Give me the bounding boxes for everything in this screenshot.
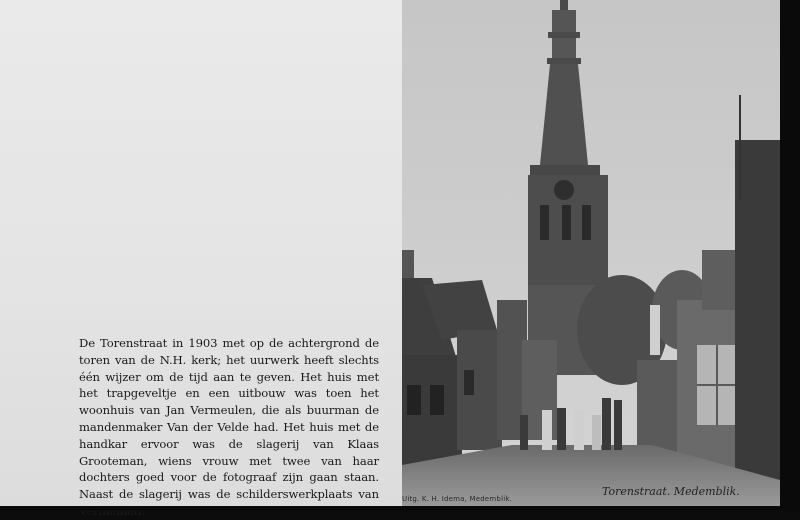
caption-text: De Torenstraat in 1903 met op de achtergrond de toren van de N.H. kerk; het uurwerk heeft slechts één wijzer om de tijd aan te geven. Het huis met het trapgeveltje en een uitbouw was toen het woonhuis van Jan Vermeulen, die als buurman de mandenmaker Van der Velde had. Het huis met de handkar ervoor was de slagerij van Klaas Grooteman, wiens vrouw met twee van haar dochters goed voor de fotograaf zijn gaan staan. Naast de slagerij was de schilderswerkplaats van — [79, 336, 379, 502]
frame-border-bottom — [0, 506, 800, 511]
text-page — [0, 0, 402, 511]
street-scene-illustration — [402, 0, 780, 506]
historic-photo — [402, 0, 780, 506]
frame-border-right — [780, 0, 800, 511]
publisher-credit: Uitg. K. H. Idema, Medemblik. — [402, 495, 513, 503]
photo-title: Torenstraat. Medemblik. — [602, 485, 740, 498]
